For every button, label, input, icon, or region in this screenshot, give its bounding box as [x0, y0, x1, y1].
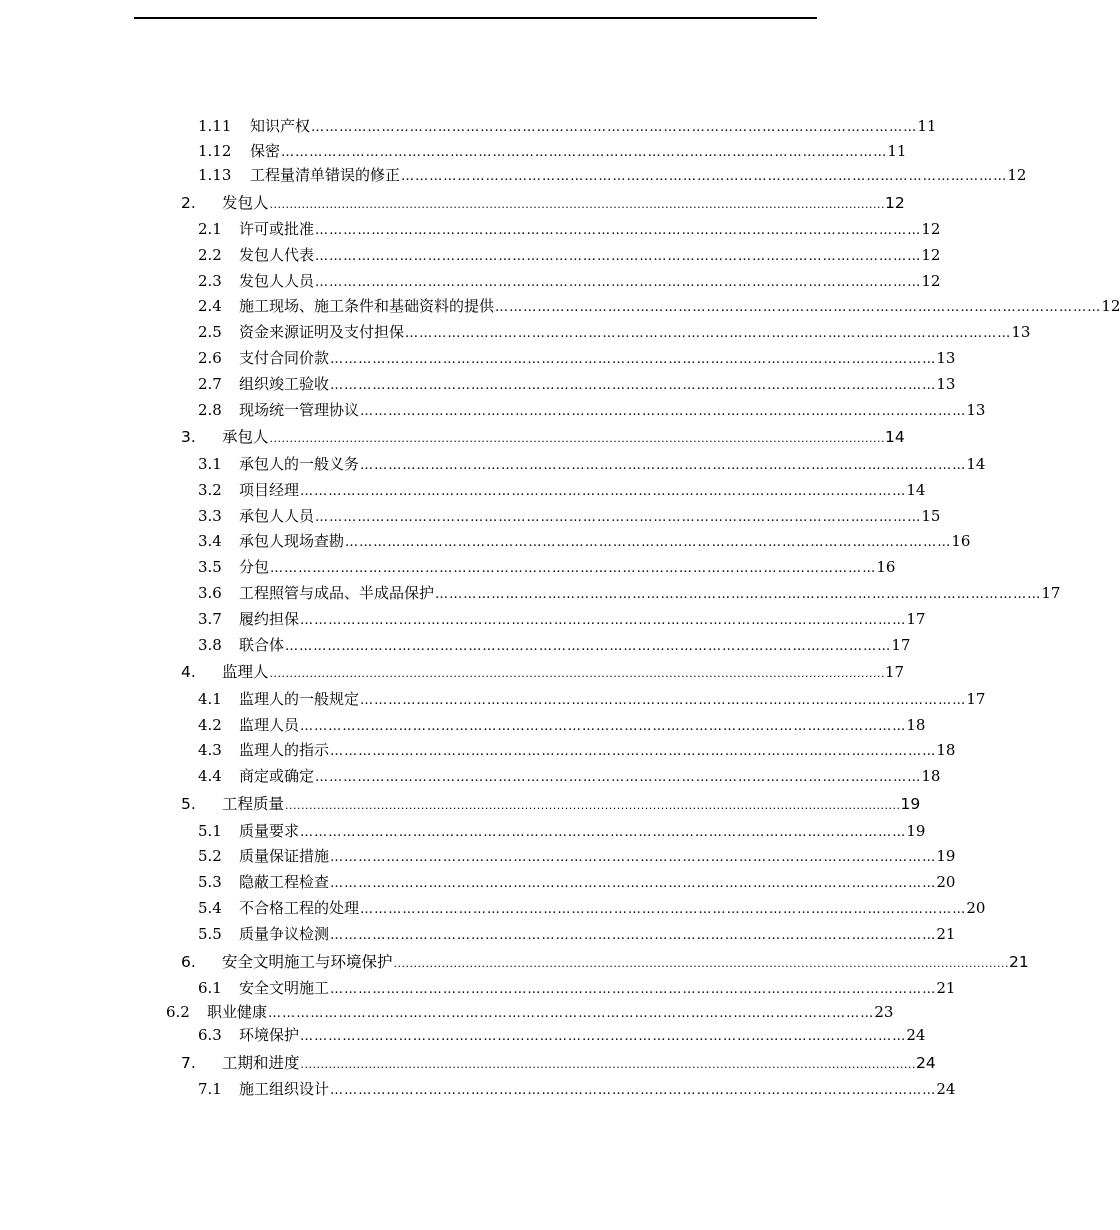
toc-entry-page: 19	[900, 795, 921, 814]
toc-chapter-entry[interactable]	[0, 1049, 936, 1078]
toc-leader: …………………………………………………………………………………………………………………	[330, 744, 937, 760]
toc-entry-title: 组织竣工验收	[239, 374, 330, 393]
toc-entry-number: 3.5	[198, 558, 222, 577]
toc-entry-number: 2.3	[198, 271, 222, 290]
toc-entry-title: 承包人	[222, 428, 269, 447]
toc-entry[interactable]	[0, 140, 907, 163]
toc-entry-number: 2.8	[198, 400, 222, 419]
toc-entry-page: 16	[951, 532, 971, 551]
toc-entry-page: 21	[1009, 952, 1029, 971]
toc-leader: …………………………………………………………………………………………………………………	[311, 120, 918, 135]
toc-entry-number: 3.4	[198, 532, 222, 551]
toc-entry[interactable]	[0, 163, 1027, 189]
toc-leader: ..........................................................................................................................................................	[269, 432, 885, 446]
toc-entry-title: 监理人的一般规定	[239, 689, 360, 708]
toc-entry[interactable]	[0, 607, 926, 633]
toc-entry-number: 3.7	[198, 609, 222, 628]
toc-entry-number: 3.2	[198, 480, 222, 499]
toc-entry[interactable]	[0, 896, 986, 922]
toc-entry[interactable]	[0, 243, 941, 269]
toc-entry-title: 分包	[239, 558, 270, 577]
toc-entry-page: 24	[916, 1053, 936, 1072]
toc-entry[interactable]	[0, 1077, 956, 1103]
toc-entry-title: 发包人代表	[239, 245, 315, 264]
toc-entry-title: 许可或批准	[239, 220, 315, 239]
toc-leader: …………………………………………………………………………………………………………………	[315, 248, 922, 264]
toc-entry-number: 3.8	[198, 635, 222, 654]
toc-leader: …………………………………………………………………………………………………………………	[270, 561, 877, 577]
toc-entry-title: 支付合同价款	[239, 349, 330, 368]
toc-entry-page: 14	[966, 454, 986, 473]
toc-entry-title: 工程量清单错误的修正	[250, 165, 401, 184]
toc-entry[interactable]	[0, 217, 941, 243]
toc-entry-page: 17	[966, 689, 986, 708]
toc-leader: …………………………………………………………………………………………………………………	[330, 982, 937, 998]
toc-entry-number: 1.12	[198, 141, 232, 160]
toc-entry-number: 1.11	[198, 117, 232, 135]
toc-entry[interactable]	[0, 452, 986, 478]
toc-entry-title: 现场统一管理协议	[239, 400, 360, 419]
toc-entry[interactable]	[0, 819, 926, 845]
table-of-contents	[0, 114, 1120, 1103]
toc-entry-number: 6.2	[166, 1002, 190, 1021]
toc-entry-title: 资金来源证明及支付担保	[239, 323, 405, 342]
toc-entry-title: 工程照管与成品、半成品保护	[239, 583, 435, 602]
toc-leader: …………………………………………………………………………………………………………………	[330, 927, 937, 943]
toc-entry-number: 2.2	[198, 245, 222, 264]
toc-entry-title: 承包人人员	[239, 506, 315, 525]
toc-entry-number: 4.4	[198, 767, 222, 786]
toc-entry-page: 24	[906, 1025, 926, 1044]
toc-leader: …………………………………………………………………………………………………………………	[330, 850, 937, 866]
toc-entry[interactable]	[0, 581, 1061, 607]
toc-leader: …………………………………………………………………………………………………………………	[330, 1083, 937, 1099]
toc-entry-page: 18	[906, 715, 926, 734]
toc-entry-page: 21	[936, 924, 956, 943]
toc-leader: ..........................................................................................................................................................	[285, 799, 901, 813]
toc-leader: …………………………………………………………………………………………………………………	[268, 1005, 875, 1021]
toc-entry-page: 24	[936, 1080, 956, 1099]
toc-entry-title: 质量要求	[239, 821, 300, 840]
toc-leader: …………………………………………………………………………………………………………………	[401, 168, 1008, 184]
header-rule	[134, 17, 817, 19]
toc-entry-number: 2.5	[198, 323, 222, 342]
toc-entry-page: 13	[936, 374, 956, 393]
toc-entry-title: 质量保证措施	[239, 847, 330, 866]
toc-entry-title: 质量争议检测	[239, 924, 330, 943]
toc-entry[interactable]	[0, 114, 937, 140]
toc-entry-page: 11	[887, 141, 907, 160]
toc-entry-title: 工期和进度	[222, 1053, 300, 1072]
toc-entry-title: 履约担保	[239, 609, 300, 628]
toc-entry-page: 18	[921, 767, 941, 786]
toc-entry-title: 商定或确定	[239, 767, 315, 786]
toc-entry-page: 17	[1041, 583, 1061, 602]
toc-entry-page: 18	[936, 741, 956, 760]
toc-leader: …………………………………………………………………………………………………………………	[405, 326, 1012, 342]
toc-leader: …………………………………………………………………………………………………………………	[360, 692, 967, 708]
toc-entry[interactable]	[0, 269, 941, 295]
toc-entry-title: 安全文明施工	[239, 979, 330, 998]
toc-entry-number: 6.	[181, 952, 196, 971]
toc-leader: …………………………………………………………………………………………………………………	[315, 770, 922, 786]
toc-entry-page: 20	[966, 898, 986, 917]
toc-leader: …………………………………………………………………………………………………………………	[360, 901, 967, 917]
toc-leader: …………………………………………………………………………………………………………………	[300, 1028, 907, 1044]
toc-leader: …………………………………………………………………………………………………………………	[495, 300, 1102, 316]
toc-leader: …………………………………………………………………………………………………………………	[300, 483, 907, 499]
toc-entry-page: 12	[885, 193, 905, 212]
toc-leader: …………………………………………………………………………………………………………………	[315, 223, 922, 239]
toc-entry-number: 5.	[181, 795, 196, 814]
toc-entry-title: 监理人	[222, 663, 269, 682]
toc-entry-number: 2.6	[198, 349, 222, 368]
toc-entry[interactable]	[0, 764, 941, 790]
toc-entry-title: 施工现场、施工条件和基础资料的提供	[239, 297, 495, 316]
toc-entry-number: 6.3	[198, 1025, 222, 1044]
toc-entry-number: 2.1	[198, 220, 222, 239]
toc-entry-number: 4.2	[198, 715, 222, 734]
toc-entry-title: 知识产权	[250, 117, 311, 135]
toc-entry-page: 17	[906, 609, 926, 628]
toc-entry-title: 承包人现场查勘	[239, 532, 345, 551]
toc-leader: …………………………………………………………………………………………………………………	[360, 457, 967, 473]
toc-entry-page: 13	[1011, 323, 1031, 342]
toc-entry-number: 5.3	[198, 873, 222, 892]
toc-entry[interactable]	[0, 504, 941, 530]
toc-chapter-entry[interactable]	[0, 790, 921, 819]
toc-entry-page: 13	[936, 349, 956, 368]
toc-entry-title: 施工组织设计	[239, 1080, 330, 1099]
toc-entry-page: 21	[936, 979, 956, 998]
toc-leader: …………………………………………………………………………………………………………………	[285, 638, 892, 654]
toc-entry[interactable]	[0, 870, 956, 896]
toc-entry-number: 5.2	[198, 847, 222, 866]
toc-entry[interactable]	[0, 922, 956, 948]
toc-entry-page: 19	[936, 847, 956, 866]
toc-entry-title: 环境保护	[239, 1025, 300, 1044]
toc-leader: ..........................................................................................................................................................	[269, 667, 885, 681]
toc-entry[interactable]	[0, 976, 956, 1002]
toc-entry-number: 1.13	[198, 165, 232, 184]
toc-entry[interactable]	[0, 529, 971, 555]
toc-entry-page: 17	[891, 635, 911, 654]
toc-entry-number: 2.	[181, 193, 196, 212]
toc-entry-number: 3.6	[198, 583, 222, 602]
toc-leader: ..........................................................................................................................................................	[269, 197, 885, 211]
toc-entry-page: 19	[906, 821, 926, 840]
toc-entry[interactable]	[0, 478, 926, 504]
toc-entry[interactable]	[0, 372, 956, 398]
toc-entry[interactable]	[0, 633, 911, 659]
toc-entry-number: 7.	[181, 1053, 196, 1072]
toc-leader: …………………………………………………………………………………………………………………	[281, 144, 888, 160]
toc-entry[interactable]	[0, 320, 1031, 346]
toc-leader: ..........................................................................................................................................................	[393, 956, 1009, 970]
toc-entry-title: 安全文明施工与环境保护	[222, 952, 393, 971]
toc-entry-title: 发包人人员	[239, 271, 315, 290]
toc-entry[interactable]	[0, 713, 926, 739]
toc-chapter-entry[interactable]	[0, 189, 905, 218]
toc-entry-number: 5.5	[198, 924, 222, 943]
toc-entry-number: 2.7	[198, 374, 222, 393]
toc-entry-number: 4.3	[198, 741, 222, 760]
toc-entry[interactable]	[0, 1002, 894, 1023]
toc-leader: …………………………………………………………………………………………………………………	[330, 377, 937, 393]
toc-entry[interactable]	[0, 346, 956, 372]
toc-leader: …………………………………………………………………………………………………………………	[435, 586, 1042, 602]
toc-entry-page: 12	[1007, 165, 1027, 184]
toc-chapter-entry[interactable]	[0, 423, 905, 452]
toc-entry[interactable]	[0, 738, 956, 764]
toc-leader: …………………………………………………………………………………………………………………	[330, 352, 937, 368]
toc-entry-page: 14	[885, 428, 905, 447]
toc-entry-page: 16	[876, 558, 896, 577]
toc-chapter-entry[interactable]	[0, 658, 905, 687]
toc-entry[interactable]	[0, 1023, 926, 1049]
toc-leader: …………………………………………………………………………………………………………………	[300, 718, 907, 734]
toc-entry-number: 5.4	[198, 898, 222, 917]
toc-entry[interactable]	[0, 687, 986, 713]
toc-entry-page: 12	[1101, 297, 1120, 316]
toc-entry-title: 发包人	[222, 193, 269, 212]
toc-entry-number: 5.1	[198, 821, 222, 840]
toc-entry-number: 6.1	[198, 979, 222, 998]
toc-entry-title: 隐蔽工程检查	[239, 873, 330, 892]
toc-leader: …………………………………………………………………………………………………………………	[315, 509, 922, 525]
toc-entry-title: 不合格工程的处理	[239, 898, 360, 917]
toc-entry[interactable]	[0, 398, 986, 424]
toc-entry-page: 23	[874, 1002, 894, 1021]
toc-entry-title: 保密	[250, 141, 281, 160]
toc-entry-title: 职业健康	[207, 1002, 268, 1021]
toc-entry-page: 11	[917, 117, 937, 135]
toc-leader: …………………………………………………………………………………………………………………	[330, 876, 937, 892]
toc-entry-number: 4.	[181, 663, 196, 682]
toc-entry-title: 承包人的一般义务	[239, 454, 360, 473]
toc-entry-title: 联合体	[239, 635, 285, 654]
toc-leader: …………………………………………………………………………………………………………………	[345, 535, 952, 551]
toc-entry[interactable]	[0, 555, 896, 581]
toc-entry[interactable]	[0, 844, 956, 870]
toc-entry-number: 4.1	[198, 689, 222, 708]
toc-entry-page: 12	[921, 220, 941, 239]
toc-entry-page: 20	[936, 873, 956, 892]
toc-entry-title: 项目经理	[239, 480, 300, 499]
toc-entry-page: 15	[921, 506, 941, 525]
toc-leader: …………………………………………………………………………………………………………………	[300, 824, 907, 840]
toc-leader: …………………………………………………………………………………………………………………	[300, 612, 907, 628]
toc-entry-page: 14	[906, 480, 926, 499]
toc-entry-number: 7.1	[198, 1080, 222, 1099]
toc-leader: …………………………………………………………………………………………………………………	[360, 403, 967, 419]
toc-entry[interactable]	[0, 294, 1120, 320]
toc-leader: ..........................................................................................................................................................	[300, 1057, 916, 1071]
toc-entry-title: 监理人的指示	[239, 741, 330, 760]
toc-entry-page: 12	[921, 245, 941, 264]
toc-leader: …………………………………………………………………………………………………………………	[315, 274, 922, 290]
toc-entry-page: 17	[885, 663, 905, 682]
toc-entry-page: 13	[966, 400, 986, 419]
toc-entry-number: 3.	[181, 428, 196, 447]
toc-entry-number: 2.4	[198, 297, 222, 316]
toc-entry-number: 3.1	[198, 454, 222, 473]
toc-chapter-entry[interactable]	[0, 948, 1029, 977]
toc-entry-page: 12	[921, 271, 941, 290]
toc-entry-title: 工程质量	[222, 795, 285, 814]
toc-entry-title: 监理人员	[239, 715, 300, 734]
toc-entry-number: 3.3	[198, 506, 222, 525]
